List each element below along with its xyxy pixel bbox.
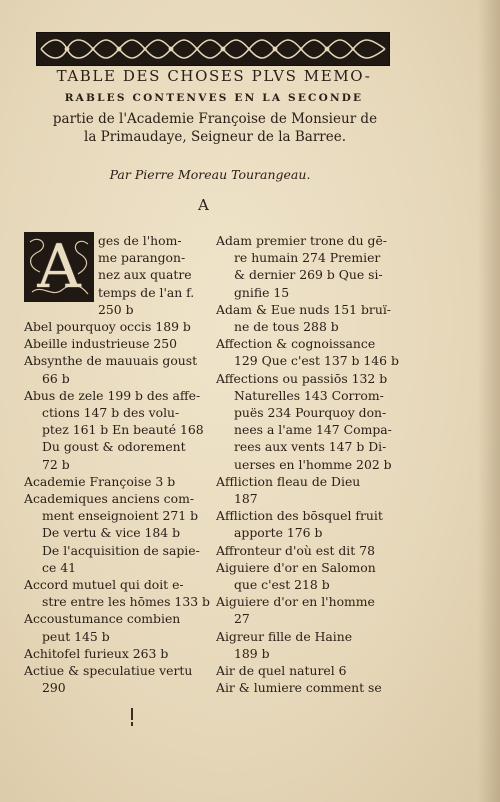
title-line-1: TABLE DES CHOSES PLVS MEMO-: [56, 67, 372, 85]
index-entry-line: apporte 176 b: [234, 525, 323, 541]
printer-mark-dot: [131, 722, 133, 726]
index-entry-line: 129 Que c'est 137 b 146 b: [234, 353, 399, 369]
title-line-2: RABLES CONTENVES EN LA SECONDE: [64, 92, 364, 104]
index-entry-line: Du goust & odorement: [42, 439, 186, 455]
index-entry-line: uerses en l'homme 202 b: [234, 456, 392, 472]
index-entry: [216, 335, 399, 369]
index-entry-line: Absynthe de mauuais goust: [24, 353, 198, 369]
index-entry: [216, 679, 399, 696]
index-entry-line: Aiguiere d'or en Salomon: [216, 559, 376, 575]
index-entry-line: Affections ou passiōs 132 b: [216, 370, 388, 386]
index-entry: [24, 662, 214, 696]
printer-mark: [131, 708, 133, 720]
index-entry-line: que c'est 218 b: [234, 577, 330, 593]
index-entry-line: Affliction fleau de Dieu: [216, 473, 361, 489]
headband-ornament-graphic: [37, 33, 389, 65]
index-entry-line: ptez 161 b En beauté 168: [42, 422, 204, 438]
index-entry: [24, 352, 214, 386]
index-entry-line: Affliction des bōsquel fruit: [216, 508, 383, 524]
index-entry-line: me parangon-: [98, 250, 186, 266]
title-line-4: la Primaudaye, Seigneur de la Barree.: [84, 129, 346, 145]
index-entry-line: ne de tous 288 b: [234, 319, 339, 335]
index-entry: [24, 473, 214, 490]
index-entry-line: re humain 274 Premier: [234, 250, 381, 266]
title-line-3: partie de l'Academie Françoise de Monsieur de: [52, 111, 378, 127]
index-entry-line: ctions 147 b des volu-: [42, 405, 180, 421]
index-entry-line: stre entre les hōmes 133 b: [42, 594, 210, 610]
index-entry: [216, 370, 399, 473]
index-entry: [24, 610, 214, 644]
index-column-left: [24, 232, 214, 696]
index-entry: [24, 387, 214, 473]
index-entry: [24, 318, 214, 335]
section-letter: A: [198, 196, 209, 214]
decorated-initial: [24, 232, 94, 302]
index-entry-line: 187: [234, 491, 258, 507]
author-line: Par Pierre Moreau Tourangeau.: [109, 167, 311, 182]
ornamental-headband: [36, 32, 390, 66]
index-entry-line: nees a l'ame 147 Compa-: [234, 422, 392, 438]
index-entry-line: Abel pourquoy occis 189 b: [24, 319, 191, 335]
index-entry-line: Academiques anciens com-: [24, 491, 195, 507]
index-entry: [216, 507, 399, 541]
index-entry: [216, 232, 399, 301]
index-entry-line: nez aux quatre: [98, 267, 192, 283]
index-entry: [24, 490, 214, 576]
index-entry-line: ce 41: [42, 559, 76, 575]
index-column-right: [216, 232, 399, 696]
index-entry: [216, 473, 399, 507]
index-entry-line: De vertu & vice 184 b: [42, 525, 181, 541]
index-entry-line: rees aux vents 147 b Di-: [234, 439, 387, 455]
index-entry-line: 72 b: [42, 456, 70, 472]
index-entry: [216, 662, 399, 679]
index-entry: [24, 335, 214, 352]
index-entry-line: 66 b: [42, 370, 70, 386]
index-entry: [216, 559, 399, 593]
index-entry-line: Naturelles 143 Corrom-: [234, 387, 384, 403]
index-entry: [216, 628, 399, 662]
index-entry-line: Accord mutuel qui doit e-: [24, 577, 184, 593]
index-entry-line: De l'acquisition de sapie-: [42, 542, 200, 558]
index-entry-line: Aiguiere d'or en l'homme: [216, 594, 375, 610]
index-entry-line: Abus de zele 199 b des affe-: [24, 387, 201, 403]
index-entry: [216, 593, 399, 627]
index-entry-line: ment enseignoient 271 b: [42, 508, 199, 524]
index-entry-line: Abeille industrieuse 250: [24, 336, 178, 352]
index-entry: [216, 301, 399, 335]
right-entry-list: [216, 232, 399, 696]
index-entry-line: Aigreur fille de Haine: [216, 628, 353, 644]
index-entry-line: 189 b: [234, 645, 270, 661]
index-entry-line: Academie Françoise 3 b: [24, 473, 176, 489]
index-entry-line: Actiue & speculatiue vertu: [24, 663, 193, 679]
index-entry-line: Accoustumance combien: [24, 611, 181, 627]
index-entry-line: puës 234 Pourquoy don-: [234, 405, 387, 421]
index-entry-line: 250 b: [98, 301, 134, 317]
index-entry-line: & dernier 269 b Que si-: [234, 267, 383, 283]
index-entry-line: ges de l'hom-: [98, 233, 182, 248]
index-entry: [24, 645, 214, 662]
index-entry-line: Affronteur d'où est dit 78: [216, 542, 375, 558]
index-entry-line: Air de quel naturel 6: [216, 663, 347, 679]
index-entry-line: Adam & Eue nuds 151 bruï-: [216, 301, 391, 317]
index-entry-line: Affection & cognoissance: [216, 336, 376, 352]
index-entry-line: peut 145 b: [42, 628, 110, 644]
index-entry-line: 27: [234, 611, 250, 627]
index-entry-line: Achitofel furieux 263 b: [24, 645, 169, 661]
initial-letter: A: [37, 232, 81, 302]
index-entry-line: temps de l'an f.: [98, 284, 195, 300]
index-entry-line: Air & lumiere comment se: [216, 680, 382, 696]
index-entry-line: 290: [42, 680, 66, 696]
index-entry-line: gnifie 15: [234, 284, 290, 300]
index-entry-line: Adam premier trone du gē-: [216, 233, 387, 248]
page-gutter-shadow: [478, 0, 500, 802]
index-entry: [24, 576, 214, 610]
index-entry: [216, 542, 399, 559]
